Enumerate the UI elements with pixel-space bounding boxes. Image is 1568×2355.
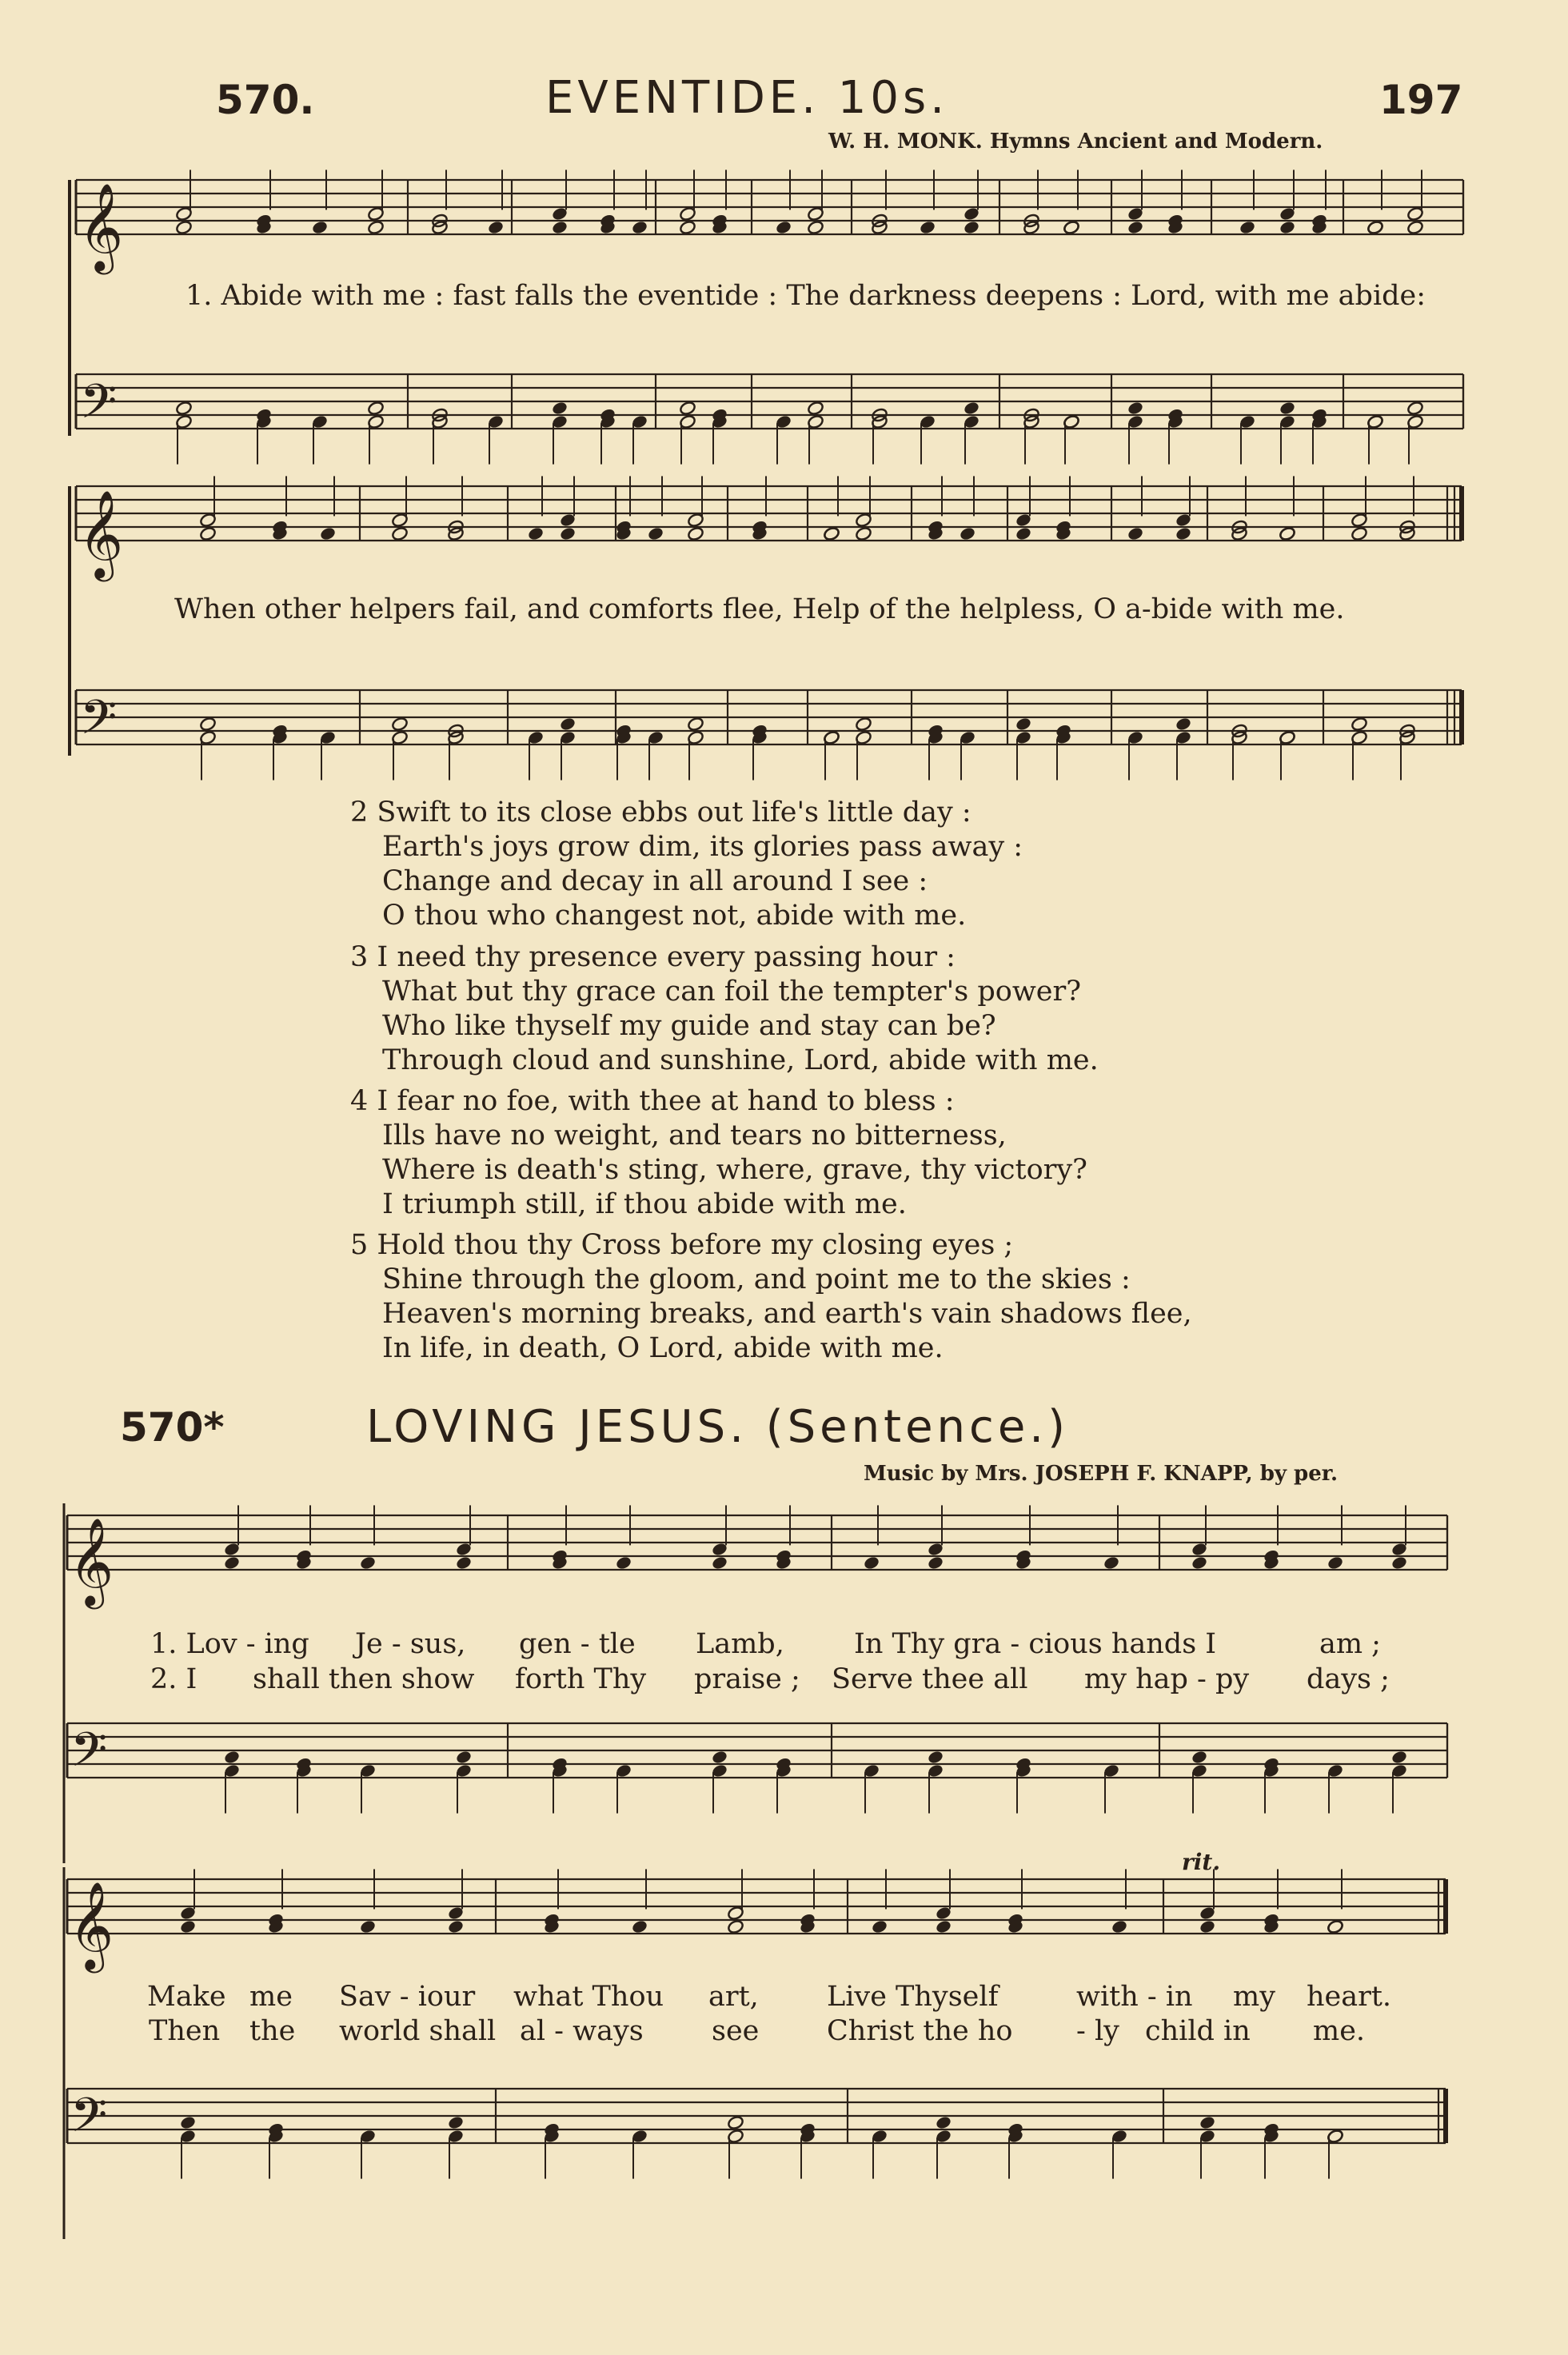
bass-clef-icon: 𝄢 [70, 1722, 108, 1789]
note-head [1191, 1750, 1208, 1765]
hymn-570-star-number: 570* [120, 1404, 225, 1451]
note-head [935, 2115, 952, 2130]
note-head [175, 220, 193, 235]
note-head [1351, 526, 1368, 541]
note-head [1279, 220, 1296, 235]
note-head [1390, 1750, 1408, 1765]
treble-clef-icon: 𝄞 [69, 1882, 114, 1970]
note-head [359, 1919, 377, 1934]
verse-5: 5 Hold thou thy Cross before my closing eyes ; Shine through the gloom, and point me to the skies : Heaven's morning breaks, and earth's vain shadows flee, In life, in death, O Lord, abide with me. [350, 1229, 1192, 1364]
note-head [367, 220, 385, 235]
note-head [311, 220, 329, 235]
note-head [359, 1555, 377, 1571]
note-head [559, 526, 577, 541]
hymn-570-title: EVENTIDE. 10s. [545, 72, 949, 124]
note-head [927, 1750, 944, 1765]
note-head [963, 401, 980, 416]
hymn-570-star-credit: Music by Mrs. JOSEPH F. KNAPP, by per. [864, 1462, 1339, 1486]
note-head [775, 220, 792, 235]
note-head [631, 1919, 648, 1934]
bass-clef-icon: 𝄢 [70, 2087, 108, 2154]
note-head [1367, 220, 1384, 235]
note-head [455, 1750, 473, 1765]
note-head [871, 1919, 888, 1934]
note-head [1390, 1555, 1408, 1571]
note-head [1015, 716, 1032, 732]
note-head [1063, 220, 1080, 235]
note-head [527, 526, 545, 541]
note-head [1015, 526, 1032, 541]
treble-clef-icon: 𝄞 [78, 183, 124, 271]
note-head [647, 526, 664, 541]
note-head [1406, 220, 1424, 235]
bass-clef-icon: 𝄢 [80, 689, 118, 756]
note-head [1351, 716, 1368, 732]
note-head [1175, 716, 1192, 732]
note-head [959, 526, 976, 541]
note-head [687, 716, 704, 732]
note-head [679, 401, 696, 416]
note-head [1191, 1555, 1208, 1571]
note-head [679, 220, 696, 235]
hymn-570-number: 570. [216, 77, 315, 123]
note-head [1103, 1555, 1120, 1571]
note-head [223, 1750, 241, 1765]
verse-2: 2 Swift to its close ebbs out life's little day : Earth's joys grow dim, its glories pass away : Change and decay in all around I see : O thou who changest not, abide with me. [350, 796, 1023, 932]
hymn-570-lyric-line-2: When other helpers fail, and comforts flee, Help of the helpless, O a-bide with me. [174, 593, 1345, 625]
note-head [175, 401, 193, 416]
note-head [455, 1555, 473, 1571]
note-head [223, 1555, 241, 1571]
hymn-570-lyric-line-1: 1. Abide with me : fast falls the eventide : The darkness deepens : Lord, with me abide: [186, 280, 1426, 312]
note-head [1327, 1919, 1344, 1934]
note-head [1327, 1555, 1344, 1571]
note-head [855, 526, 872, 541]
note-head [1127, 526, 1144, 541]
note-head [1199, 2115, 1216, 2130]
note-head [199, 716, 217, 732]
note-head [935, 1919, 952, 1934]
note-head [447, 2115, 465, 2130]
hymn-570-star-title: LOVING JESUS. (Sentence.) [366, 1401, 1069, 1453]
note-head [631, 220, 648, 235]
verse-4: 4 I fear no foe, with thee at hand to bless : Ills have no weight, and tears no bitterness, Where is death's sting, where, grave, thy victory? I triumph still, if thou abide with me. [350, 1085, 1087, 1220]
note-head [1279, 526, 1296, 541]
note-head [1175, 526, 1192, 541]
note-head [711, 1750, 728, 1765]
note-head [447, 1919, 465, 1934]
note-head [863, 1555, 880, 1571]
note-head [559, 716, 577, 732]
note-head [1239, 220, 1256, 235]
note-head [823, 526, 840, 541]
note-head [687, 526, 704, 541]
note-head [1199, 1919, 1216, 1934]
note-head [1406, 401, 1424, 416]
treble-clef-icon: 𝄞 [69, 1518, 114, 1606]
treble-clef-icon: 𝄞 [78, 490, 124, 578]
note-head [1279, 401, 1296, 416]
note-head [551, 401, 569, 416]
note-head [927, 1555, 944, 1571]
note-head [199, 526, 217, 541]
note-head [711, 1555, 728, 1571]
hymn-570-credit: W. H. MONK. Hymns Ancient and Modern. [828, 130, 1323, 154]
note-head [179, 2115, 197, 2130]
bass-clef-icon: 𝄢 [80, 373, 118, 441]
note-head [179, 1919, 197, 1934]
note-head [919, 220, 936, 235]
note-head [367, 401, 385, 416]
note-head [963, 220, 980, 235]
note-head [1127, 220, 1144, 235]
rit-mark: rit. [1182, 1849, 1221, 1875]
note-head [319, 526, 337, 541]
note-head [615, 1555, 632, 1571]
note-head [727, 2115, 744, 2130]
note-head [1111, 1919, 1128, 1934]
note-head [391, 716, 409, 732]
note-head [855, 716, 872, 732]
note-head [727, 1919, 744, 1934]
note-head [391, 526, 409, 541]
note-head [487, 220, 505, 235]
note-head [551, 220, 569, 235]
verse-3: 3 I need thy presence every passing hour : What but thy grace can foil the tempter's power? Who like thyself my guide and stay can be? Through cloud and sunshine, Lord, abide with me. [350, 941, 1099, 1076]
note-head [807, 220, 824, 235]
page-number: 197 [1379, 77, 1463, 123]
note-head [807, 401, 824, 416]
note-head [1127, 401, 1144, 416]
